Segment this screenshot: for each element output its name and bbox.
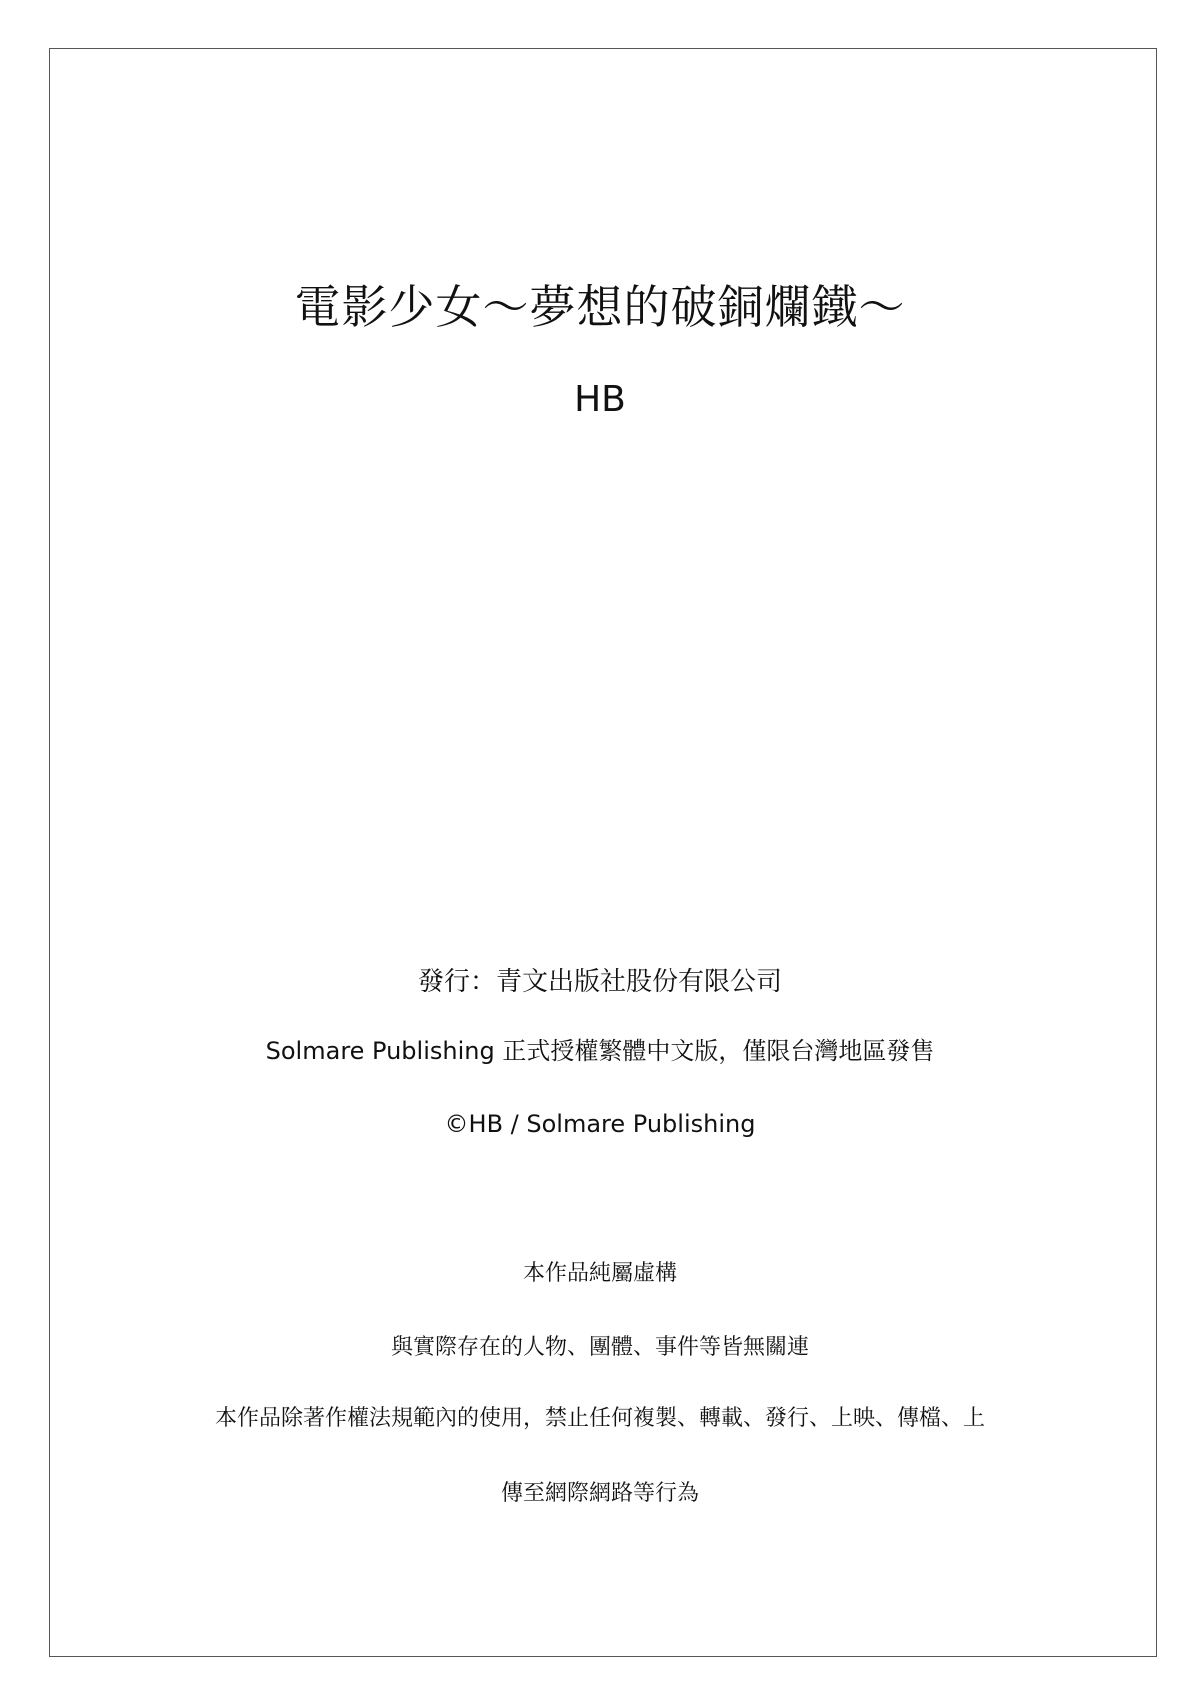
disclaimer-line: 本作品純屬虛構 (522, 1261, 677, 1286)
copyright-line: ©HB / Solmare Publishing (444, 1110, 756, 1138)
license-line: Solmare Publishing 正式授權繁體中文版，僅限台灣地區發售 (265, 1037, 935, 1065)
disclaimer-line: 與實際存在的人物、團體、事件等皆無關連 (390, 1335, 809, 1360)
book-title: 電影少女～夢想的破銅爛鐵～ (294, 280, 906, 334)
disclaimer-line: 本作品除著作權法規範內的使用，禁止任何複製、轉載、發行、上映、傳檔、上 (214, 1406, 985, 1431)
publisher-line: 發行：青文出版社股份有限公司 (417, 967, 782, 997)
disclaimer-line: 傳至網際網路等行為 (500, 1481, 699, 1506)
author-name: HB (574, 379, 626, 420)
